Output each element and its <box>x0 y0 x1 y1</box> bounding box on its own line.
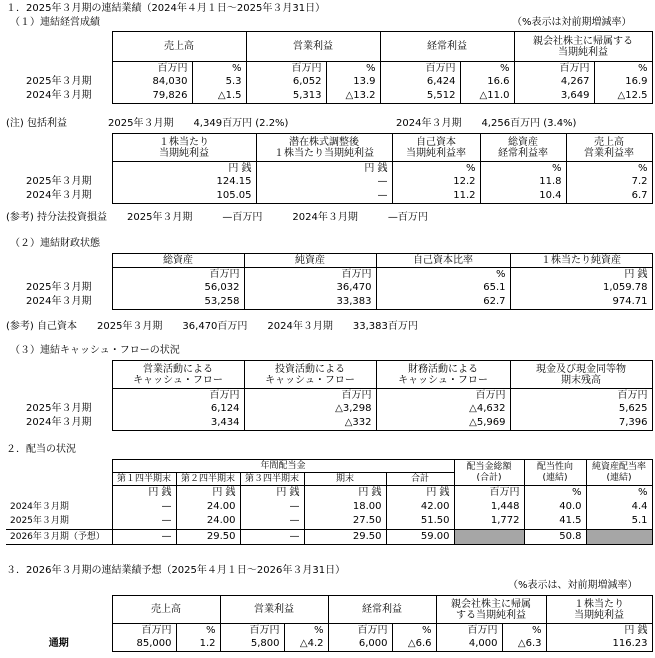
table-row <box>6 89 652 103</box>
col-ordinary-income: 経常利益 <box>380 32 514 62</box>
cell: 7,396 <box>510 416 652 430</box>
cell: — <box>256 189 392 203</box>
col-year-end: 期末 <box>304 473 386 486</box>
cell: 33,383 <box>244 295 376 309</box>
col-eps: １株当たり 当期純利益 <box>546 596 652 624</box>
table-row <box>6 529 652 544</box>
unit: % <box>586 486 652 500</box>
col-eps: １株当たり 当期純利益 <box>112 134 256 162</box>
cell: 85,000 <box>112 637 176 651</box>
table-row <box>6 499 652 514</box>
cell: 3,649 <box>514 89 594 103</box>
cell: — <box>112 529 176 544</box>
unit: 円 銭 <box>510 268 652 282</box>
row-label: 2025年３月期 <box>26 282 92 293</box>
unit: 百万円 <box>376 389 510 403</box>
cell: 10.4 <box>480 189 566 203</box>
cell: 7.2 <box>566 175 652 189</box>
row-label: 2024年３月期 <box>6 499 112 514</box>
table-row <box>6 637 652 651</box>
cell: 6,424 <box>380 75 460 89</box>
cell: 5.3 <box>192 75 246 89</box>
unit: 円 銭 <box>256 162 392 176</box>
col-q3: 第３四半期末 <box>240 473 304 486</box>
cell: 65.1 <box>376 281 510 295</box>
unit: % <box>594 62 652 76</box>
cell: — <box>240 499 304 514</box>
shaded-cell <box>586 529 652 544</box>
col-net-income: 親会社株主に帰属 する当期純利益 <box>436 596 546 624</box>
unit: 円 銭 <box>176 486 240 500</box>
cell: 40.0 <box>524 499 586 514</box>
cell: △13.2 <box>326 89 380 103</box>
col-doe: 純資産配当率 (連結) <box>586 460 652 486</box>
cell: 1.2 <box>176 637 220 651</box>
forecast-title: ３．2026年３月期の連結業績予想（2025年４月１日～2026年３月31日） <box>6 565 346 576</box>
cell: — <box>112 499 176 514</box>
col-q1: 第１四半期末 <box>112 473 176 486</box>
row-label: 2025年３月期 <box>26 403 92 414</box>
cell: 116.23 <box>546 637 652 651</box>
shaded-cell <box>454 529 524 544</box>
cell: 1,059.78 <box>510 281 652 295</box>
row-label: 2024年３月期 <box>26 296 92 307</box>
unit: 百万円 <box>244 389 376 403</box>
unit: 円 銭 <box>304 486 386 500</box>
unit: 百万円 <box>246 62 326 76</box>
cell: 4,267 <box>514 75 594 89</box>
unit: % <box>176 624 220 638</box>
cell: △3,298 <box>244 402 376 416</box>
col-total-assets: 総資産 <box>112 254 244 268</box>
unit: % <box>192 62 246 76</box>
col-roe: 自己資本 当期純利益率 <box>392 134 480 162</box>
row-label: 2025年３月期 <box>26 76 92 87</box>
cell: 29.50 <box>304 529 386 544</box>
cell: 24.00 <box>176 514 240 529</box>
unit: 百万円 <box>436 624 502 638</box>
cell: 6,000 <box>328 637 392 651</box>
unit: 百万円 <box>328 624 392 638</box>
col-net-income-l1: 親会社株主に帰属する <box>533 35 633 47</box>
cell: 105.05 <box>112 189 256 203</box>
cell: — <box>112 514 176 529</box>
dividend-title: ２．配当の状況 <box>6 444 76 455</box>
col-sales: 売上高 <box>112 596 220 624</box>
cell: △5,969 <box>376 416 510 430</box>
cell: 59.00 <box>386 529 454 544</box>
col-operating-income: 営業利益 <box>220 596 328 624</box>
cell: △4,632 <box>376 402 510 416</box>
cell: 29.50 <box>176 529 240 544</box>
section1-subtitle: （１）連結経営成績 <box>10 17 100 28</box>
unit: % <box>480 162 566 176</box>
col-net-income-l2: 当期純利益 <box>558 46 608 58</box>
financial-position-title: （２）連結財政状態 <box>10 238 100 249</box>
col-operating-cf: 営業活動による キャッシュ・フロー <box>112 361 244 389</box>
forecast-table <box>6 595 653 652</box>
per-share-table <box>6 133 653 204</box>
cashflow-title: （３）連結キャッシュ・フローの状況 <box>10 345 180 356</box>
unit: % <box>460 62 514 76</box>
cell: 5,512 <box>380 89 460 103</box>
cell: 27.50 <box>304 514 386 529</box>
unit: % <box>284 624 328 638</box>
col-total-dividend: 配当金総額 (合計) <box>454 460 524 486</box>
cell: 24.00 <box>176 499 240 514</box>
table-row <box>6 75 652 89</box>
annual-dividend-head: 年間配当金 <box>112 460 454 473</box>
cell: △332 <box>244 416 376 430</box>
cell: 5.1 <box>586 514 652 529</box>
cell: 1,772 <box>454 514 524 529</box>
equity-method-note: (参考) 持分法投資損益 2025年３月期 —百万円 2024年３月期 —百万円 <box>6 212 428 223</box>
unit: 円 銭 <box>546 624 652 638</box>
col-total: 合計 <box>386 473 454 486</box>
row-label: 2024年３月期 <box>26 90 92 101</box>
col-operating-margin: 売上高 営業利益率 <box>566 134 652 162</box>
row-label: 2025年３月期 <box>6 514 112 529</box>
col-operating-income: 営業利益 <box>246 32 380 62</box>
cell: △6.6 <box>392 637 436 651</box>
col-cash-end: 現金及び現金同等物 期末残高 <box>510 361 652 389</box>
unit: 百万円 <box>244 268 376 282</box>
table-row <box>6 416 652 430</box>
forecast-note: （%表示は、対前期増減率） <box>508 580 638 591</box>
cell: — <box>240 529 304 544</box>
cell: 1,448 <box>454 499 524 514</box>
unit: % <box>524 486 586 500</box>
cell: 6.7 <box>566 189 652 203</box>
unit: % <box>566 162 652 176</box>
unit: 百万円 <box>112 624 176 638</box>
cell: 16.9 <box>594 75 652 89</box>
row-label: 2024年３月期 <box>26 190 92 201</box>
row-label: 2025年３月期 <box>26 176 92 187</box>
operating-results-table <box>6 31 653 104</box>
cell: 5,800 <box>220 637 284 651</box>
cell: — <box>256 175 392 189</box>
unit: 百万円 <box>514 62 594 76</box>
cell: 4,000 <box>436 637 502 651</box>
cell: 56,032 <box>112 281 244 295</box>
col-q2: 第２四半期末 <box>176 473 240 486</box>
unit: % <box>392 162 480 176</box>
cashflow-table <box>6 360 653 431</box>
comprehensive-income-2025: 2025年３月期 4,349百万円 (2.2%) <box>108 118 289 129</box>
cell: 11.8 <box>480 175 566 189</box>
cell: 53,258 <box>112 295 244 309</box>
table-row <box>6 402 652 416</box>
section1-note: （%表示は対前期増減率） <box>512 17 632 28</box>
unit: 百万円 <box>112 62 192 76</box>
table-row <box>6 189 652 203</box>
col-roa: 総資産 経常利益率 <box>480 134 566 162</box>
unit: 百万円 <box>112 268 244 282</box>
unit: % <box>502 624 546 638</box>
cell: △12.5 <box>594 89 652 103</box>
cell: 79,826 <box>112 89 192 103</box>
row-label: 2024年３月期 <box>26 417 92 428</box>
unit: 百万円 <box>510 389 652 403</box>
cell: 5,313 <box>246 89 326 103</box>
cell: △6.3 <box>502 637 546 651</box>
table-row <box>6 175 652 189</box>
unit: 百万円 <box>380 62 460 76</box>
dividend-table <box>6 459 653 545</box>
cell: 42.00 <box>386 499 454 514</box>
cell: 6,052 <box>246 75 326 89</box>
unit: 百万円 <box>454 486 524 500</box>
cell: 12.2 <box>392 175 480 189</box>
unit: 円 銭 <box>386 486 454 500</box>
cell: △4.2 <box>284 637 328 651</box>
table-row <box>6 295 652 309</box>
unit: 百万円 <box>220 624 284 638</box>
unit: 円 銭 <box>112 162 256 176</box>
unit: % <box>326 62 380 76</box>
cell: △1.5 <box>192 89 246 103</box>
table-row <box>6 514 652 529</box>
col-bps: １株当たり純資産 <box>510 254 652 268</box>
col-diluted-eps: 潜在株式調整後 １株当たり当期純利益 <box>256 134 392 162</box>
unit: 百万円 <box>112 389 244 403</box>
cell: 11.2 <box>392 189 480 203</box>
cell: 3,434 <box>112 416 244 430</box>
cell: 36,470 <box>244 281 376 295</box>
row-label: 2026年３月期（予想） <box>6 529 112 544</box>
table-row <box>6 281 652 295</box>
unit: % <box>376 268 510 282</box>
comprehensive-income-2024: 2024年３月期 4,256百万円 (3.4%) <box>396 118 577 129</box>
cell: 51.50 <box>386 514 454 529</box>
equity-note: (参考) 自己資本 2025年３月期 36,470百万円 2024年３月期 33,383百万円 <box>6 321 418 332</box>
cell: 4.4 <box>586 499 652 514</box>
row-label: 通期 <box>48 638 69 649</box>
section1-title: １．2025年３月期の連結業績（2024年４月１日～2025年３月31日） <box>6 3 326 14</box>
cell: 124.15 <box>112 175 256 189</box>
col-equity-ratio: 自己資本比率 <box>376 254 510 268</box>
col-financing-cf: 財務活動による キャッシュ・フロー <box>376 361 510 389</box>
unit: 円 銭 <box>112 486 176 500</box>
col-investing-cf: 投資活動による キャッシュ・フロー <box>244 361 376 389</box>
cell: 62.7 <box>376 295 510 309</box>
cell: 16.6 <box>460 75 514 89</box>
unit: % <box>392 624 436 638</box>
comprehensive-income-label: (注) 包括利益 <box>6 118 67 129</box>
unit: 円 銭 <box>240 486 304 500</box>
cell: 50.8 <box>524 529 586 544</box>
cell: △11.0 <box>460 89 514 103</box>
cell: 41.5 <box>524 514 586 529</box>
cell: 5,625 <box>510 402 652 416</box>
cell: 6,124 <box>112 402 244 416</box>
cell: — <box>240 514 304 529</box>
cell: 974.71 <box>510 295 652 309</box>
cell: 13.9 <box>326 75 380 89</box>
financial-position-table <box>6 253 653 310</box>
col-sales: 売上高 <box>112 32 246 62</box>
col-net-income <box>514 32 652 62</box>
cell: 18.00 <box>304 499 386 514</box>
col-payout-ratio: 配当性向 (連結) <box>524 460 586 486</box>
col-ordinary-income: 経常利益 <box>328 596 436 624</box>
cell: 84,030 <box>112 75 192 89</box>
col-net-assets: 純資産 <box>244 254 376 268</box>
